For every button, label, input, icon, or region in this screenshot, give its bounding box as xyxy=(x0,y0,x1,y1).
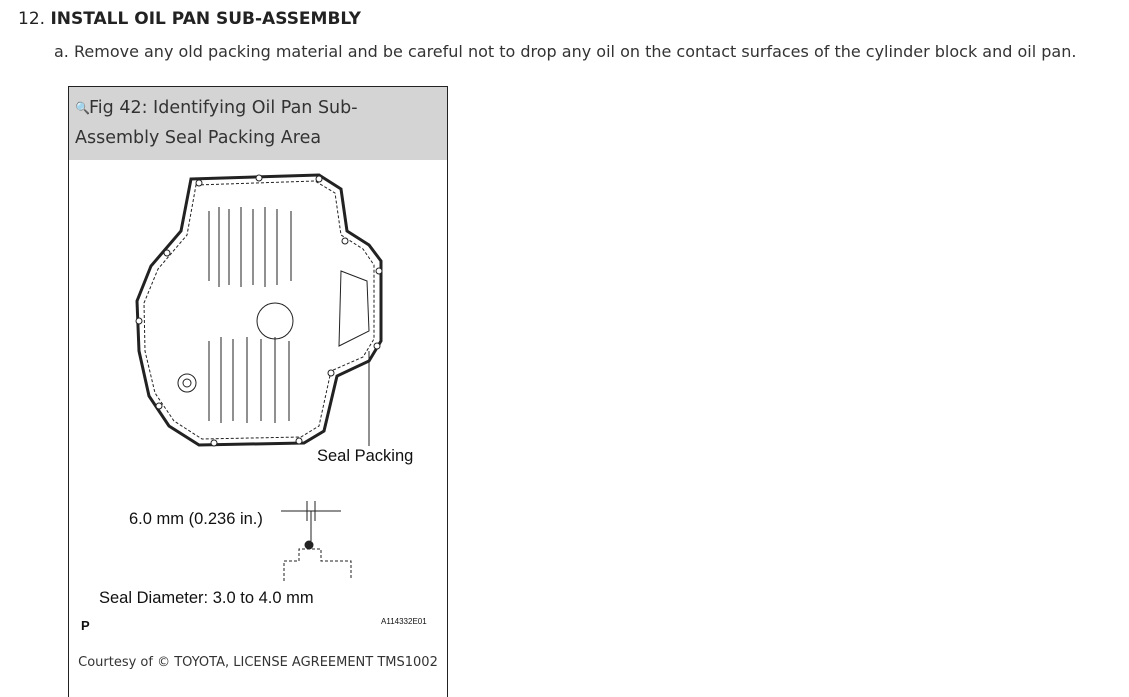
zoom-in-icon[interactable]: 🔍 xyxy=(75,101,90,115)
courtesy-note: Courtesy of © TOYOTA, LICENSE AGREEMENT TMS1002 xyxy=(78,655,438,670)
figure-caption-bar[interactable] xyxy=(69,87,447,160)
step-title: INSTALL OIL PAN SUB-ASSEMBLY xyxy=(50,9,361,29)
oil-pan-diagram xyxy=(69,161,447,641)
seal-width-label: 6.0 mm (0.236 in.) xyxy=(129,510,263,528)
seal-packing-label: Seal Packing xyxy=(317,447,414,465)
step-number: 12. xyxy=(18,9,46,29)
figure-code: A114332E01 xyxy=(381,617,427,626)
step-heading xyxy=(18,9,361,29)
substep-letter: a. xyxy=(54,42,69,61)
figure-box xyxy=(68,86,448,697)
substep-a xyxy=(54,42,1076,61)
substep-text: Remove any old packing material and be careful not to drop any oil on the contact surfaces of the cylinder block and oil pan. xyxy=(73,42,1077,61)
figure-caption: Fig 42: Identifying Oil Pan Sub-Assembly Seal Packing Area xyxy=(75,98,358,148)
p-marker: P xyxy=(81,618,90,633)
seal-diameter-label: Seal Diameter: 3.0 to 4.0 mm xyxy=(99,589,314,607)
